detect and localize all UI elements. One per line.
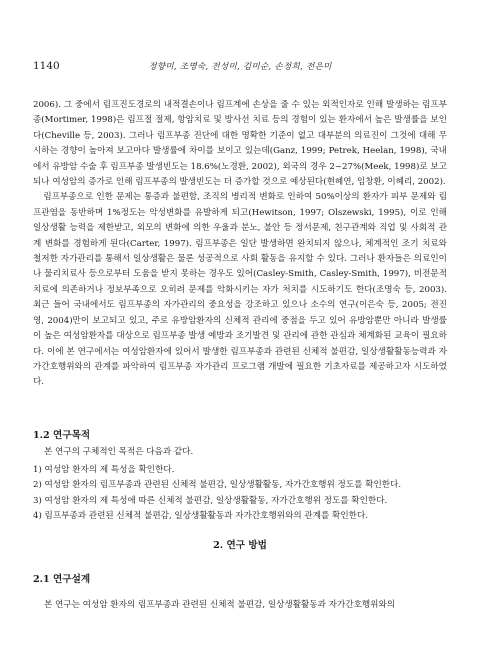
page-header — [33, 60, 447, 74]
paragraph-continuation: 2006). 그 중에서 림프진도경로의 내적결손이나 림프계에 손상을 줄 수 있는 외적인자로 인해 발생하는 림프부종(Mortimer, 1998)은 림프절 절제, 항암치료 및 방사선 치료 등의 경험이 있는 환자에서 높은 발생률을 보인다(Cheville 등, 2003). 그러나 림프부종 진단에 대한 명확한 기준이 없고 대부분의 의료진이 그것에 대해 무시하는 경향이 높아져 보고마다 발생률에 차이를 보이고 있는데(Ganz, 1999; Petrek, Heelan, 1998), 국내에서 유방암 수술 후 림프부종 발생빈도는 18.6%(노경환, 2002), 외국의 경우 2~27%(Meek, 1998)로 보고되나 여성암의 증가로 인해 림프부종의 발생빈도는 더 증가할 것으로 예상된다(현혜연, 임창환, 이혜리, 2002). — [33, 100, 447, 188]
paragraph-lymphedema-problems: 림프부종으로 인한 문제는 통증과 불편함, 조직의 병리적 변화로 인하여 50%이상의 환자가 피부 문제와 림프관염을 동반하며 1%정도는 악성변화를 유발하게 되고(Hewitson, 1997; Olszewski, 1995), 이로 인해 일상생활 능력을 제한받고, 외모의 변화에 의한 우울과 분노, 불안 등 정서문제, 친구관계와 직업 및 사회적 관계 변화를 경험하게 된다(Carter, 1997). 림프부종은 일단 발생하면 완치되지 않으나, 체계적인 조기 치료와 철저한 자가관리를 통해서 일상생활은 물론 성공적으로 사회 활동을 유지할 수 있다. 그러나 환자들은 의료인이나 물리치료사 등으로부터 도움을 받지 못하는 경우도 있어(Casley-Smith, Casley-Smith, 1997), 비전문적 치료에 의존하거나 정보부족으로 오히려 문제를 악화시키는 자가 처치를 시도하기도 한다(조명숙 등, 2003). 최근 들어 국내에서도 림프부종의 자가관리의 중요성을 강조하고 있으나 소수의 연구(이은숙 등, 2005; 전진영, 2004)만이 보고되고 있고, 주로 유방암환자의 신체적 관리에 중점을 두고 있어 유방암뿐만 아니라 발생률이 높은 여성암환자를 대상으로 림프부종 발생 예방과 조기발견 및 관리에 관한 관심과 체계화된 교육이 필요하다. 이에 본 연구에서는 여성암환자에 있어서 발생한 림프부종과 관련된 신체적 불편감, 일상생활활동능력과 자가간호행위와의 관계를 파악하여 림프부종 자가관리 프로그램 개발에 필요한 기초자료를 제공하고자 시도하였다. — [33, 192, 447, 388]
body-text — [33, 98, 447, 391]
objectives-intro: 본 연구의 구체적인 목적은 다음과 같다. — [44, 447, 194, 457]
section-heading-2-1: 2.1 연구설계 — [33, 574, 91, 585]
list-item: 1) 여성암 환자의 제 특성을 확인한다. — [33, 465, 175, 475]
section-heading-1-2: 1.2 연구목적 — [33, 430, 91, 441]
page-number: 1140 — [33, 60, 60, 72]
section-heading-2: 2. 연구 방법 — [213, 540, 267, 551]
list-item: 2) 여성암 환자의 림프부종과 관련된 신체적 불편감, 일상생활활동, 자가간호행위 정도를 확인한다. — [33, 480, 402, 491]
running-head-authors: 정향미, 조명숙, 전성미, 김미순, 손정희, 전은미 — [148, 62, 332, 72]
study-design-text: 본 연구는 여성암 환자의 림프부종과 관련된 신체적 불편감, 일상생활활동과 자가간호행위와의 — [44, 600, 396, 610]
list-item: 4) 림프부종과 관련된 신체적 불편감, 일상생활활동과 자가간호행위와의 관계를 확인한다. — [33, 511, 368, 522]
objectives-list — [33, 463, 447, 525]
list-item: 3) 여성암 환자의 제 특성에 따른 신체적 불편감, 일상생활활동, 자가간호행위 정도를 확인한다. — [33, 495, 388, 506]
